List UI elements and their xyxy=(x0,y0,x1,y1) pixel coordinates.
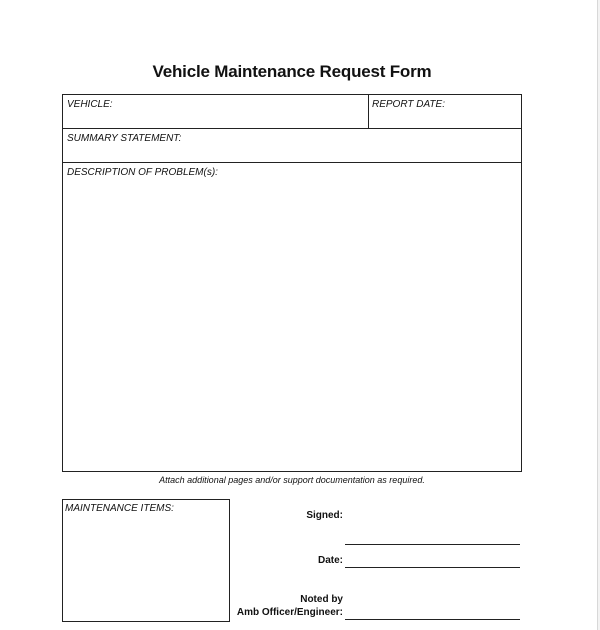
attachment-note: Attach additional pages and/or support documentation as required. xyxy=(159,475,425,485)
vehicle-label: VEHICLE: xyxy=(67,99,113,110)
form-title: Vehicle Maintenance Request Form xyxy=(152,62,432,81)
description-field-box[interactable] xyxy=(62,162,522,472)
noted-by-label-line1: Noted by xyxy=(300,594,343,605)
description-label: DESCRIPTION OF PROBLEM(s): xyxy=(67,167,218,178)
date-label: Date: xyxy=(317,555,343,566)
signed-label: Signed: xyxy=(306,510,343,521)
maintenance-items-label: MAINTENANCE ITEMS: xyxy=(65,503,174,514)
noted-by-label-line2: Amb Officer/Engineer: xyxy=(236,607,343,618)
report-date-label: REPORT DATE: xyxy=(372,99,445,110)
signed-line[interactable] xyxy=(345,544,520,545)
maintenance-items-box[interactable] xyxy=(62,499,230,622)
date-line[interactable] xyxy=(345,567,520,568)
summary-statement-label: SUMMARY STATEMENT: xyxy=(67,133,182,144)
noted-by-line[interactable] xyxy=(345,619,520,620)
